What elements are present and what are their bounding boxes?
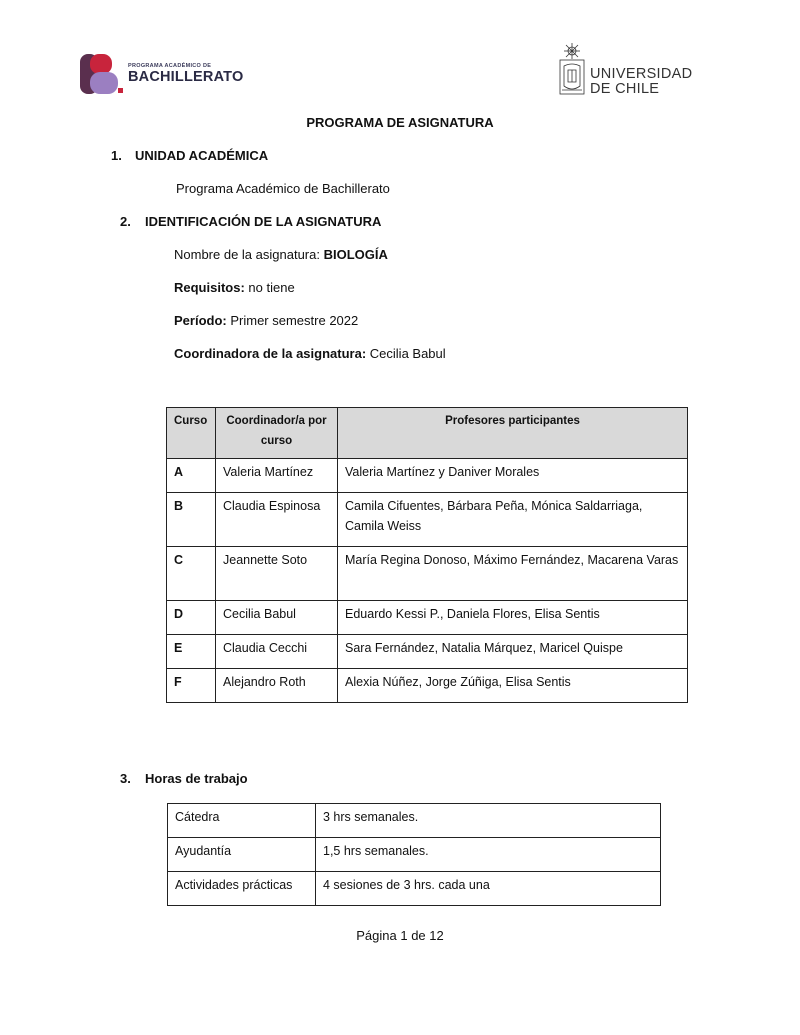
- bachillerato-logo-big-text: BACHILLERATO: [128, 69, 244, 85]
- field-requirements: [174, 280, 295, 295]
- table-row: [167, 493, 688, 547]
- field-value: no tiene: [248, 280, 295, 295]
- table-row: [167, 601, 688, 635]
- field-course-name: [174, 247, 388, 262]
- field-label: Nombre de la asignatura:: [174, 247, 320, 262]
- cell-course: D: [167, 601, 216, 635]
- cell-coordinator: Claudia Espinosa: [216, 493, 338, 547]
- universidad-de-chile-logo: [556, 42, 706, 98]
- cell-professors: Alexia Núñez, Jorge Zúñiga, Elisa Sentis: [338, 669, 688, 703]
- field-value: Primer semestre 2022: [230, 313, 359, 328]
- cell-hours: 4 sesiones de 3 hrs. cada una: [316, 872, 661, 906]
- section-2-heading: [120, 214, 381, 229]
- cell-professors: Valeria Martínez y Daniver Morales: [338, 459, 688, 493]
- cell-course: B: [167, 493, 216, 547]
- field-period: [174, 313, 358, 328]
- table-row: [167, 635, 688, 669]
- cell-professors: María Regina Donoso, Máximo Fernández, Macarena Varas: [338, 547, 688, 601]
- hours-table: [167, 803, 661, 906]
- courses-table: [166, 407, 688, 703]
- cell-coordinator: Cecilia Babul: [216, 601, 338, 635]
- section-1-title: UNIDAD ACADÉMICA: [135, 148, 269, 163]
- cell-coordinator: Alejandro Roth: [216, 669, 338, 703]
- table-header-row: [167, 408, 688, 459]
- table-row: [168, 838, 661, 872]
- header-professors: Profesores participantes: [338, 408, 688, 459]
- cell-course: E: [167, 635, 216, 669]
- section-1-text: Programa Académico de Bachillerato: [176, 181, 390, 196]
- cell-activity: Actividades prácticas: [168, 872, 316, 906]
- table-row: [167, 459, 688, 493]
- field-value: BIOLOGÍA: [323, 247, 388, 262]
- cell-professors: Camila Cifuentes, Bárbara Peña, Mónica Saldarriaga, Camila Weiss: [338, 493, 688, 547]
- document-title: PROGRAMA DE ASIGNATURA: [306, 115, 494, 130]
- section-1-heading: [111, 148, 268, 163]
- cell-coordinator: Jeannette Soto: [216, 547, 338, 601]
- field-label: Período:: [174, 313, 227, 328]
- bachillerato-logo: [80, 54, 250, 94]
- university-name-line1: UNIVERSIDAD: [590, 66, 693, 82]
- section-3-heading: [120, 771, 248, 786]
- table-row: [168, 804, 661, 838]
- field-coordinator: [174, 346, 446, 361]
- bachillerato-logo-mark: [80, 54, 126, 94]
- cell-activity: Cátedra: [168, 804, 316, 838]
- table-row: [167, 547, 688, 601]
- cell-course: F: [167, 669, 216, 703]
- field-value: Cecilia Babul: [369, 346, 446, 361]
- header-coordinator: Coordinador/a por curso: [216, 408, 338, 459]
- section-3-number: 3.: [120, 771, 131, 786]
- field-label: Requisitos:: [174, 280, 245, 295]
- cell-hours: 1,5 hrs semanales.: [316, 838, 661, 872]
- cell-hours: 3 hrs semanales.: [316, 804, 661, 838]
- section-3-title: Horas de trabajo: [145, 771, 248, 786]
- cell-professors: Eduardo Kessi P., Daniela Flores, Elisa Sentis: [338, 601, 688, 635]
- table-row: [167, 669, 688, 703]
- header-course: Curso: [167, 408, 216, 459]
- university-name-line2: DE CHILE: [590, 81, 660, 97]
- page-number: Página 1 de 12: [356, 928, 444, 943]
- bachillerato-logo-small-text: PROGRAMA ACADÉMICO DE: [128, 63, 212, 69]
- cell-course: C: [167, 547, 216, 601]
- university-seal-icon: [556, 42, 588, 98]
- section-2-number: 2.: [120, 214, 131, 229]
- cell-coordinator: Valeria Martínez: [216, 459, 338, 493]
- cell-professors: Sara Fernández, Natalia Márquez, Maricel Quispe: [338, 635, 688, 669]
- cell-course: A: [167, 459, 216, 493]
- field-label: Coordinadora de la asignatura:: [174, 346, 367, 361]
- cell-coordinator: Claudia Cecchi: [216, 635, 338, 669]
- section-2-title: IDENTIFICACIÓN DE LA ASIGNATURA: [145, 214, 382, 229]
- cell-activity: Ayudantía: [168, 838, 316, 872]
- section-1-number: 1.: [111, 148, 122, 163]
- table-row: [168, 872, 661, 906]
